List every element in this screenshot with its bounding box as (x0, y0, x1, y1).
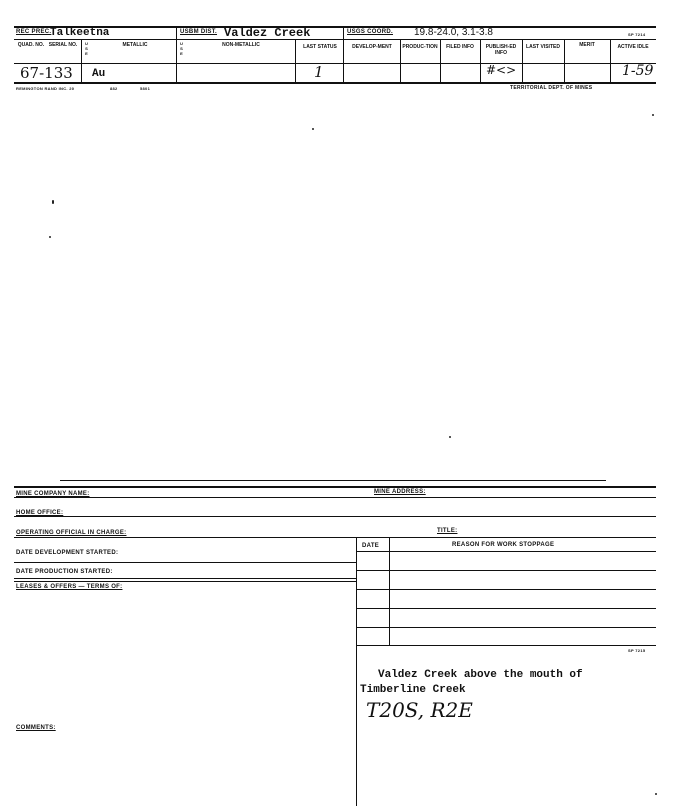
rec-prec-label: REC PREC. (16, 29, 52, 35)
usgs-coord-label: USGS COORD. (347, 29, 393, 35)
usbm-dist-label: USBM DIST. (180, 29, 218, 35)
title-label: TITLE: (437, 528, 458, 534)
printer-imprint: REMINGTON RAND INC. 20 (16, 86, 75, 91)
comments-label: COMMENTS: (16, 725, 56, 731)
col-active-idle: ACTIVE IDLE (617, 44, 649, 50)
col-merit: MERIT (579, 42, 595, 48)
scan-speck (49, 236, 51, 238)
col-last-visited: LAST VISITED (526, 44, 560, 50)
col-use-left: U S E (85, 41, 88, 56)
department-imprint: TERRITORIAL DEPT. OF MINES (510, 85, 593, 91)
usgs-coord-value: 19.8-24.0, 3.1-3.8 (414, 27, 493, 38)
leases-offers-label: LEASES & OFFERS — TERMS OF: (16, 584, 123, 590)
form-number-bottom: SP 7215 (628, 648, 646, 653)
row-quad-serial: 67-133 (20, 64, 73, 82)
form-number-top: SP 7214 (628, 32, 646, 37)
note-line-1: Valdez Creek above the mouth of (378, 669, 583, 681)
rec-prec-value: Talkeetna (50, 27, 110, 39)
scan-speck (652, 114, 654, 116)
date-development-started-label: DATE DEVELOPMENT STARTED: (16, 550, 119, 556)
col-quad-no: QUAD. NO. (17, 42, 45, 48)
home-office-label: HOME OFFICE: (16, 510, 64, 516)
scan-speck (52, 200, 54, 204)
col-published-info: PUBLISH-ED INFO (485, 44, 517, 56)
row-published-info: #<> (486, 63, 517, 77)
date-column-header: DATE (362, 543, 380, 549)
col-serial-no: SERIAL NO. (48, 42, 78, 48)
printer-code-2: 5801 (140, 86, 151, 91)
handwritten-location: T20S, R2E (366, 698, 473, 722)
reason-column-header: REASON FOR WORK STOPPAGE (452, 542, 555, 548)
col-non-metallic: NON-METALLIC (222, 42, 260, 48)
scan-speck (312, 128, 314, 130)
row-metallic: Au (92, 68, 106, 80)
operating-official-label: OPERATING OFFICIAL IN CHARGE: (16, 530, 127, 536)
row-active-idle: 1-59 (622, 63, 654, 79)
col-production: PRODUC-TION (402, 44, 438, 50)
date-production-started-label: DATE PRODUCTION STARTED: (16, 569, 113, 575)
scan-speck (655, 793, 657, 795)
mine-address-label: MINE ADDRESS: (374, 489, 426, 495)
col-metallic: METALLIC (122, 42, 148, 48)
col-last-status: LAST STATUS (303, 44, 337, 50)
usbm-dist-value: Valdez Creek (224, 26, 311, 40)
scan-speck (449, 436, 451, 438)
col-use-right: U S E (180, 41, 183, 56)
col-development: DEVELOP-MENT (352, 44, 392, 50)
note-line-2: Timberline Creek (360, 684, 466, 696)
col-filed-info: FILED INFO (446, 44, 474, 50)
printer-code-1: 882 (110, 86, 118, 91)
mine-company-name-label: MINE COMPANY NAME: (16, 491, 90, 497)
row-last-status: 1 (314, 63, 324, 81)
